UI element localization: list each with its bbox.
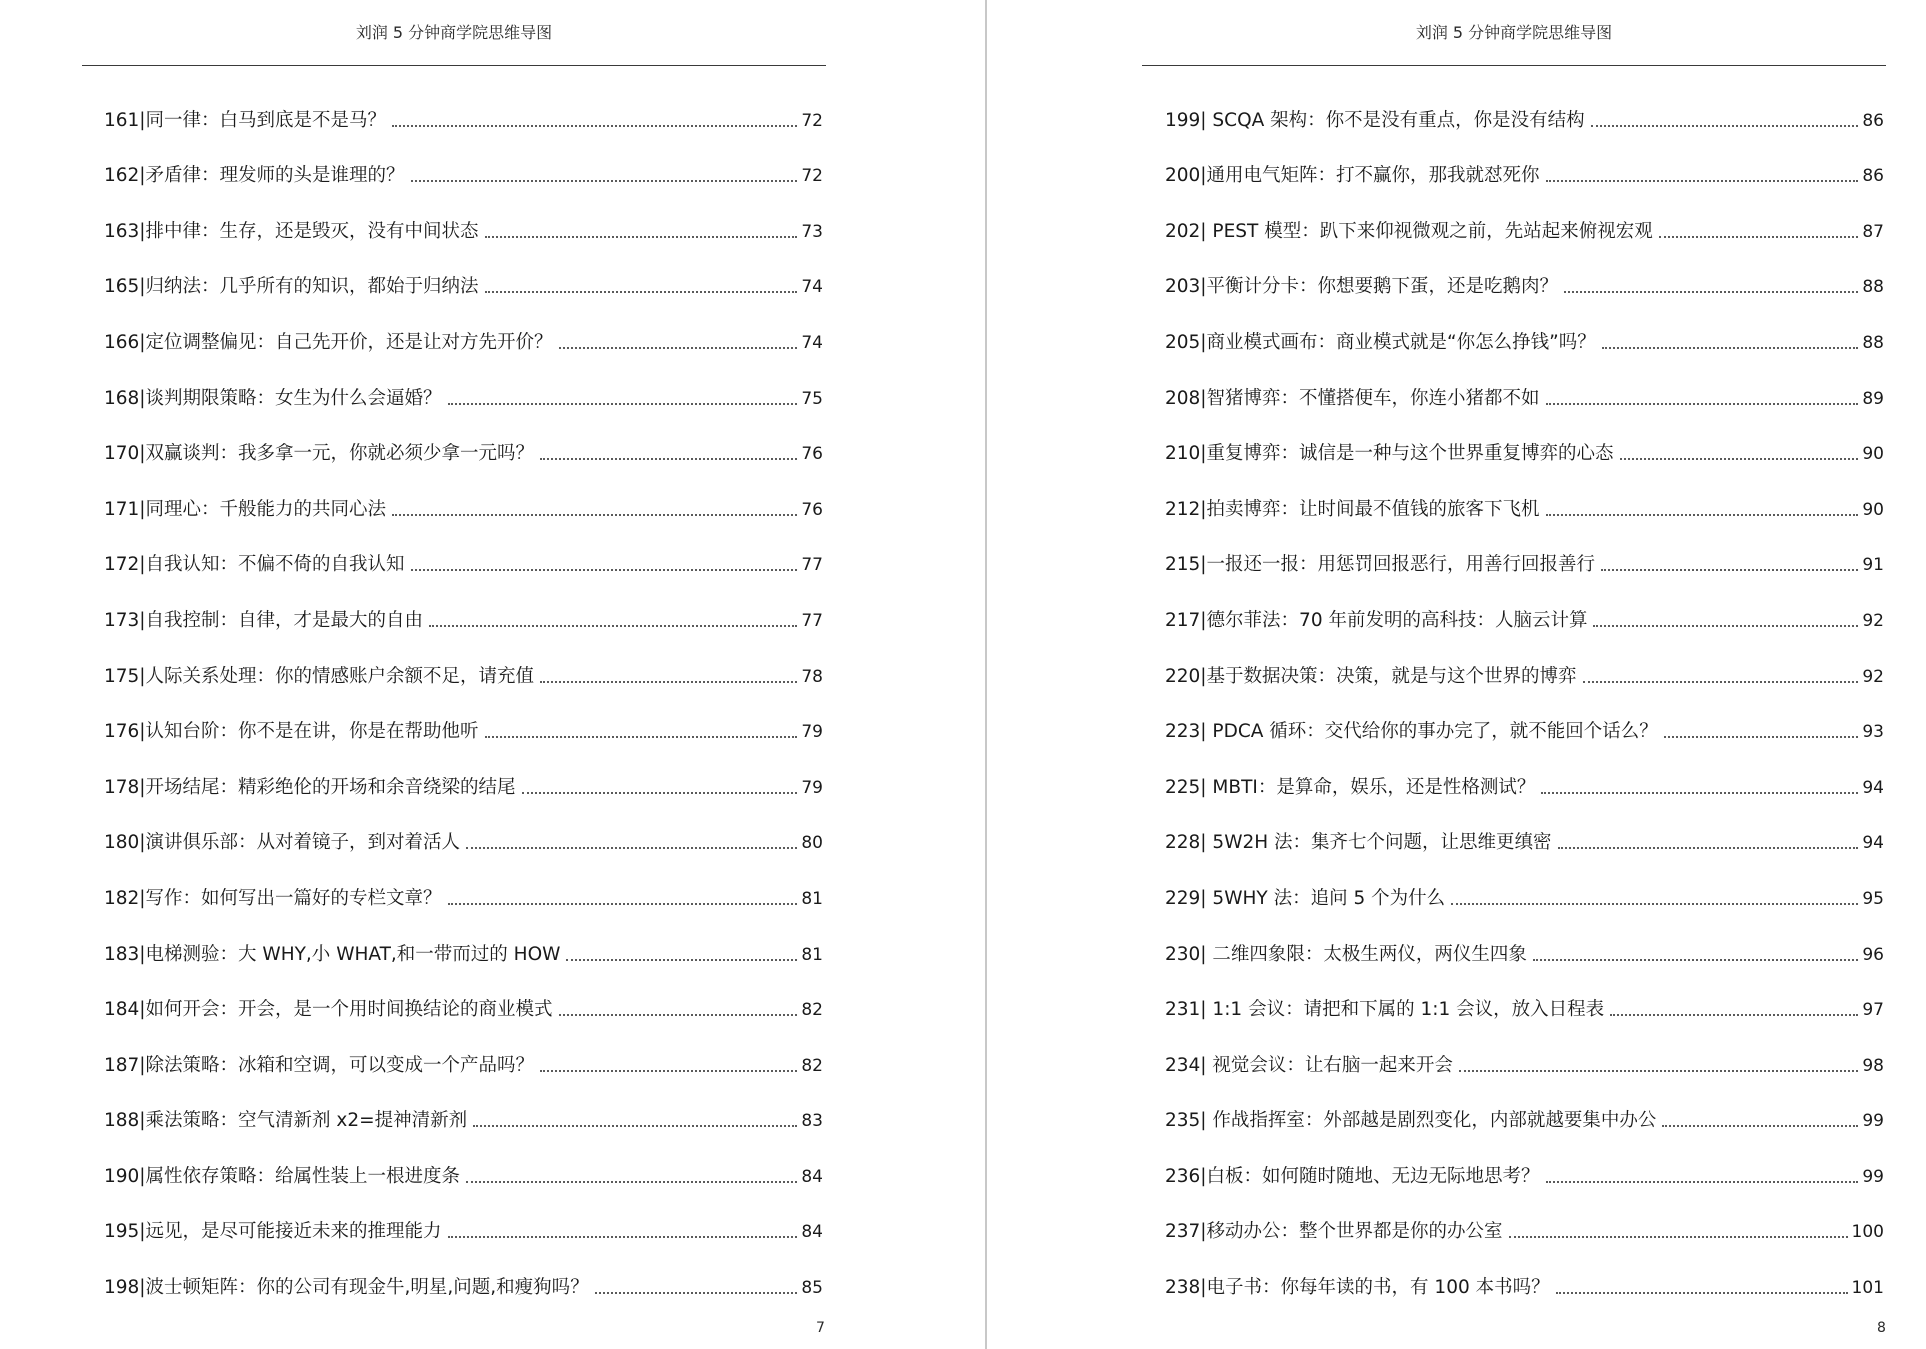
toc-entry[interactable] — [104, 1078, 823, 1134]
toc-entry[interactable] — [1165, 188, 1884, 244]
dot-leader — [1620, 458, 1859, 460]
dot-leader — [1556, 1292, 1848, 1294]
toc-entry-title: 231| 1:1 会议：请把和下属的 1:1 会议，放入日程表 — [1165, 999, 1605, 1021]
toc-entry-page: 87 — [1862, 221, 1884, 242]
toc-entry[interactable] — [104, 911, 823, 967]
toc-entry-title: 234| 视觉会议：让右脑一起来开会 — [1165, 1054, 1453, 1076]
toc-entry-page: 92 — [1862, 666, 1884, 687]
toc-entry-title: 172|自我认知：不偏不倚的自我认知 — [104, 554, 405, 576]
toc-entry-page: 80 — [801, 833, 823, 854]
toc-entry[interactable] — [1165, 800, 1884, 856]
toc-entry-page: 74 — [801, 332, 823, 353]
toc-entry-page: 98 — [1862, 1055, 1884, 1076]
dot-leader — [1664, 736, 1859, 738]
dot-leader — [392, 125, 797, 127]
dot-leader — [473, 1125, 797, 1127]
toc-entry-title: 178|开场结尾：精彩绝伦的开场和余音绕梁的结尾 — [104, 776, 516, 798]
dot-leader — [411, 569, 798, 571]
dot-leader — [448, 1236, 798, 1238]
dot-leader — [1659, 236, 1859, 238]
toc-entry-page: 76 — [801, 499, 823, 520]
toc-entry-title: 162|矛盾律：理发师的头是谁理的？ — [104, 165, 405, 187]
dot-leader — [1583, 681, 1859, 683]
toc-entry[interactable] — [1165, 133, 1884, 189]
page-number: 7 — [816, 1320, 825, 1336]
dot-leader — [1546, 180, 1859, 182]
toc-entry-title: 195|远见，是尽可能接近未来的推理能力 — [104, 1221, 442, 1243]
dot-leader — [1509, 1236, 1848, 1238]
toc-entry-page: 81 — [801, 888, 823, 909]
toc-entry-title: 225| MBTI：是算命，娱乐，还是性格测试？ — [1165, 776, 1536, 798]
toc-entry-title: 237|移动办公：整个世界都是你的办公室 — [1165, 1221, 1503, 1243]
toc-entry[interactable] — [104, 133, 823, 189]
dot-leader — [1546, 403, 1859, 405]
dot-leader — [595, 1292, 798, 1294]
toc-entry-page: 85 — [801, 1278, 823, 1299]
toc-entry-title: 180|演讲俱乐部：从对着镜子，到对着活人 — [104, 832, 461, 854]
toc-entry-title: 184|如何开会：开会，是一个用时间换结论的商业模式 — [104, 999, 553, 1021]
toc-entry-title: 161|同一律：白马到底是不是马？ — [104, 109, 387, 131]
toc-entry-title: 182|写作：如何写出一篇好的专栏文章？ — [104, 887, 442, 909]
toc-entry-page: 72 — [801, 110, 823, 131]
toc-entry-title: 228| 5W2H 法：集齐七个问题，让思维更缜密 — [1165, 832, 1552, 854]
toc-entry-page: 91 — [1862, 555, 1884, 576]
toc-entry-title: 173|自我控制：自律，才是最大的自由 — [104, 609, 424, 631]
dot-leader — [1546, 1181, 1859, 1183]
toc-entry-page: 99 — [1862, 1166, 1884, 1187]
toc-entry-page: 95 — [1862, 888, 1884, 909]
toc-entry-title: 230| 二维四象限：太极生两仪，两仪生四象 — [1165, 943, 1527, 965]
toc-entry-page: 82 — [801, 1000, 823, 1021]
page-number: 8 — [1877, 1320, 1886, 1336]
toc-entry-title: 163|排中律：生存，还是毁灭，没有中间状态 — [104, 220, 479, 242]
toc-entry-title: 205|商业模式画布：商业模式就是“你怎么挣钱”吗？ — [1165, 331, 1596, 353]
toc-entry[interactable] — [104, 355, 823, 411]
toc-entry[interactable] — [104, 77, 823, 133]
toc-entry[interactable] — [1165, 244, 1884, 300]
dot-leader — [448, 903, 798, 905]
toc-entry[interactable] — [1165, 77, 1884, 133]
toc-entry-title: 199| SCQA 架构：你不是没有重点，你是没有结构 — [1165, 109, 1585, 131]
header-rule — [82, 65, 826, 66]
toc-entry-page: 90 — [1862, 444, 1884, 465]
dot-leader — [566, 959, 797, 961]
toc-entry-page: 74 — [801, 277, 823, 298]
dot-leader — [429, 625, 797, 627]
toc-entry[interactable] — [1165, 1022, 1884, 1078]
toc-entry-title: 203|平衡计分卡：你想要鹅下蛋，还是吃鹅肉？ — [1165, 276, 1559, 298]
toc-entry-title: 229| 5WHY 法：追问 5 个为什么 — [1165, 887, 1446, 909]
toc-entry-title: 168|谈判期限策略：女生为什么会逼婚？ — [104, 387, 442, 409]
header-rule — [1142, 65, 1886, 66]
toc-entry-page: 89 — [1862, 388, 1884, 409]
dot-leader — [540, 458, 797, 460]
dot-leader — [1459, 1070, 1858, 1072]
toc-entry-page: 76 — [801, 444, 823, 465]
toc-entry[interactable] — [1165, 967, 1884, 1023]
toc-entry[interactable] — [1165, 411, 1884, 467]
dot-leader — [1610, 1014, 1858, 1016]
dot-leader — [1662, 1125, 1858, 1127]
toc-entry-title: 212|拍卖博弈：让时间最不值钱的旅客下飞机 — [1165, 498, 1540, 520]
page-header: 刘润 5 分钟商学院思维导图 — [355, 23, 553, 42]
toc-entry-title: 183|电梯测验：大 WHY,小 WHAT,和一带而过的 HOW — [104, 943, 561, 965]
toc-entry-title: 165|归纳法：几乎所有的知识，都始于归纳法 — [104, 276, 479, 298]
toc-entry-page: 81 — [801, 944, 823, 965]
toc-entry-title: 236|白板：如何随时随地、无边无际地思考？ — [1165, 1165, 1540, 1187]
toc-entry-title: 166|定位调整偏见：自己先开价，还是让对方先开价？ — [104, 331, 553, 353]
toc-entry-page: 94 — [1862, 833, 1884, 854]
dot-leader — [522, 792, 798, 794]
toc-entry-page: 86 — [1862, 166, 1884, 187]
dot-leader — [448, 403, 798, 405]
toc-entry-page: 83 — [801, 1111, 823, 1132]
dot-leader — [559, 347, 798, 349]
toc-entry-page: 79 — [801, 722, 823, 743]
dot-leader — [466, 847, 797, 849]
dot-leader — [1533, 959, 1858, 961]
toc-entry-page: 88 — [1862, 277, 1884, 298]
toc-entry-title: 235| 作战指挥室：外部越是剧烈变化，内部就越要集中办公 — [1165, 1110, 1657, 1132]
toc-entry-page: 97 — [1862, 1000, 1884, 1021]
toc-entry-page: 86 — [1862, 110, 1884, 131]
toc-entry-title: 176|认知台阶：你不是在讲，你是在帮助他听 — [104, 721, 479, 743]
toc-entry-title: 175|人际关系处理：你的情感账户余额不足，请充值 — [104, 665, 535, 687]
toc-entry-title: 200|通用电气矩阵：打不赢你，那我就怼死你 — [1165, 165, 1540, 187]
dot-leader — [485, 236, 798, 238]
toc-entry[interactable] — [1165, 355, 1884, 411]
toc-entry[interactable] — [104, 411, 823, 467]
toc-entry[interactable] — [1165, 1244, 1884, 1300]
toc-entry-page: 73 — [801, 221, 823, 242]
toc-entry-page: 100 — [1851, 1222, 1884, 1243]
toc-entry-page: 92 — [1862, 610, 1884, 631]
toc-entry-title: 220|基于数据决策：决策，就是与这个世界的博弈 — [1165, 665, 1577, 687]
toc-entry-page: 93 — [1862, 722, 1884, 743]
toc-entry-page: 72 — [801, 166, 823, 187]
dot-leader — [540, 681, 797, 683]
toc-entry[interactable] — [1165, 466, 1884, 522]
toc-entry[interactable] — [104, 466, 823, 522]
toc-entry[interactable] — [1165, 1133, 1884, 1189]
toc-entry[interactable] — [104, 689, 823, 745]
toc-entry[interactable] — [104, 188, 823, 244]
toc-entry-title: 190|属性依存策略：给属性装上一根进度条 — [104, 1165, 461, 1187]
toc-entry-page: 96 — [1862, 944, 1884, 965]
toc-entry-page: 94 — [1862, 777, 1884, 798]
toc-entry-title: 198|波士顿矩阵：你的公司有现金牛,明星,问题,和瘦狗吗？ — [104, 1277, 589, 1299]
toc-list — [1165, 77, 1884, 1300]
toc-entry[interactable] — [1165, 577, 1884, 633]
toc-entry-title: 210|重复博弈：诚信是一种与这个世界重复博弈的心态 — [1165, 443, 1614, 465]
toc-entry[interactable] — [104, 1244, 823, 1300]
dot-leader — [485, 291, 798, 293]
toc-entry[interactable] — [1165, 911, 1884, 967]
toc-entry-page: 90 — [1862, 499, 1884, 520]
right-page — [987, 0, 1926, 1349]
toc-entry[interactable] — [104, 744, 823, 800]
toc-entry[interactable] — [104, 1022, 823, 1078]
dot-leader — [540, 1070, 797, 1072]
toc-entry[interactable] — [1165, 633, 1884, 689]
toc-entry-page: 84 — [801, 1166, 823, 1187]
page-header: 刘润 5 分钟商学院思维导图 — [1415, 23, 1613, 42]
toc-entry-page: 79 — [801, 777, 823, 798]
toc-entry[interactable] — [1165, 744, 1884, 800]
toc-entry-page: 77 — [801, 555, 823, 576]
toc-entry-page: 84 — [801, 1222, 823, 1243]
toc-entry[interactable] — [104, 299, 823, 355]
dot-leader — [411, 180, 798, 182]
toc-entry-page: 75 — [801, 388, 823, 409]
toc-entry-title: 215|一报还一报：用惩罚回报恶行，用善行回报善行 — [1165, 554, 1596, 576]
toc-entry[interactable] — [1165, 299, 1884, 355]
toc-entry[interactable] — [104, 800, 823, 856]
dot-leader — [1546, 514, 1859, 516]
toc-entry[interactable] — [104, 1189, 823, 1245]
dot-leader — [1558, 847, 1859, 849]
toc-entry-title: 217|德尔菲法：70 年前发明的高科技：人脑云计算 — [1165, 609, 1588, 631]
dot-leader — [1541, 792, 1858, 794]
toc-entry-title: 238|电子书：你每年读的书，有 100 本书吗？ — [1165, 1277, 1550, 1299]
toc-entry-title: 188|乘法策略：空气清新剂 x2=提神清新剂 — [104, 1110, 468, 1132]
toc-entry-page: 101 — [1851, 1278, 1884, 1299]
toc-entry[interactable] — [104, 633, 823, 689]
toc-entry[interactable] — [104, 967, 823, 1023]
toc-entry-title: 202| PEST 模型：趴下来仰视微观之前，先站起来俯视宏观 — [1165, 220, 1653, 242]
toc-entry[interactable] — [104, 855, 823, 911]
toc-entry-page: 82 — [801, 1055, 823, 1076]
toc-entry-title: 187|除法策略：冰箱和空调，可以变成一个产品吗？ — [104, 1054, 535, 1076]
toc-entry[interactable] — [1165, 689, 1884, 745]
toc-entry[interactable] — [104, 577, 823, 633]
toc-list — [104, 77, 823, 1300]
toc-entry[interactable] — [1165, 1189, 1884, 1245]
dot-leader — [1601, 569, 1858, 571]
toc-entry[interactable] — [1165, 522, 1884, 578]
toc-entry-page: 78 — [801, 666, 823, 687]
dot-leader — [559, 1014, 798, 1016]
toc-entry-title: 171|同理心：千般能力的共同心法 — [104, 498, 387, 520]
dot-leader — [1564, 291, 1858, 293]
dot-leader — [1591, 125, 1859, 127]
toc-entry[interactable] — [1165, 1078, 1884, 1134]
toc-entry-page: 77 — [801, 610, 823, 631]
toc-entry-title: 170|双赢谈判：我多拿一元，你就必须少拿一元吗？ — [104, 443, 535, 465]
dot-leader — [1451, 903, 1858, 905]
toc-entry[interactable] — [104, 1133, 823, 1189]
dot-leader — [392, 514, 797, 516]
toc-entry-page: 99 — [1862, 1111, 1884, 1132]
dot-leader — [1593, 625, 1858, 627]
toc-entry[interactable] — [104, 522, 823, 578]
toc-entry[interactable] — [104, 244, 823, 300]
dot-leader — [485, 736, 798, 738]
toc-entry-page: 88 — [1862, 332, 1884, 353]
toc-entry-title: 208|智猪博弈：不懂搭便车，你连小猪都不如 — [1165, 387, 1540, 409]
dot-leader — [1602, 347, 1859, 349]
dot-leader — [466, 1181, 797, 1183]
toc-entry[interactable] — [1165, 855, 1884, 911]
toc-entry-title: 223| PDCA 循环：交代给你的事办完了，就不能回个话么？ — [1165, 721, 1658, 743]
